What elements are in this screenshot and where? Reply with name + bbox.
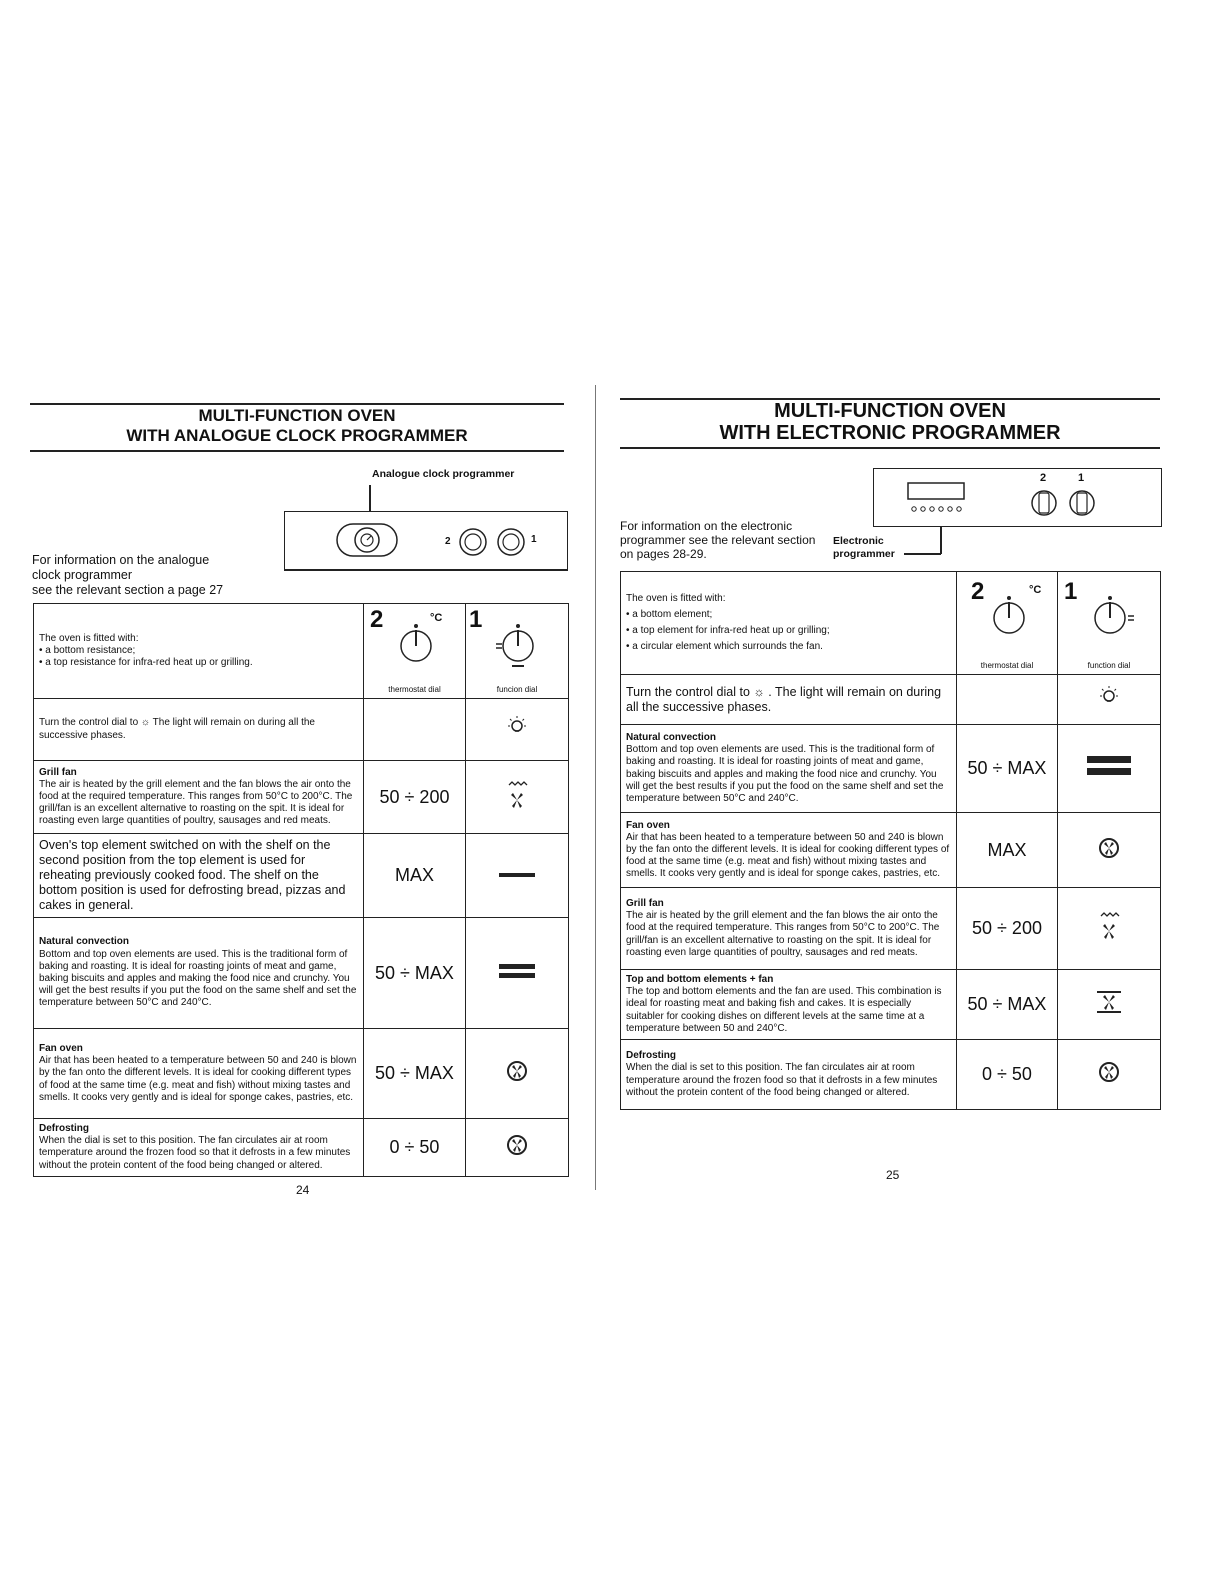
right-thermostat-number: 2 xyxy=(971,578,985,605)
row-text: Air that has been heated to a temperature between 50 and 240 is blown by the fan onto the different levels. It is ideal for cooking different types of food at the same time (e.g. meat and fish) without mixing tastes and smells. It cooks very gently and is ideal for sponge cakes, pastries, etc. xyxy=(626,831,950,880)
row-description xyxy=(621,888,957,970)
grill-fan-icon xyxy=(1096,911,1122,941)
row-text: Bottom and top oven elements are used. This is the traditional form of baking and roasting. It is ideal for roasting joints of meat and game, baking biscuits and apples and making the food nice and crunchy. You will get the best results if you put the food on the same shelf and set the temperature between 50°C and 240°C. xyxy=(626,744,944,804)
right-fitted-with xyxy=(621,572,957,675)
programmer-pointer-line xyxy=(940,527,942,554)
left-function-table xyxy=(33,603,569,1177)
left-thermostat-unit: °C xyxy=(430,612,443,624)
right-info-line-3: on pages 28-29. xyxy=(620,546,707,561)
knob-1-label: 1 xyxy=(1078,472,1085,484)
left-fitted-intro: The oven is fitted with: xyxy=(39,632,139,644)
left-info-line-3: see the relevant section a page 27 xyxy=(32,582,224,597)
left-thermostat-number: 2 xyxy=(370,606,384,633)
electronic-panel-drawing xyxy=(874,469,1161,526)
row-text: When the dial is set to this position. The fan circulates air at room temperature around the frozen food so that it defrosts in a few minutes without the protein content of the food being changed or altered. xyxy=(39,1135,351,1171)
knob-2-label: 2 xyxy=(445,536,451,547)
row-value: 50 ÷ 200 xyxy=(364,761,466,834)
light-icon xyxy=(504,714,530,740)
row-text: The air is heated by the grill element and the fan blows the air onto the food at the required temperature. This ranges from 50°C to 200°C. The grill/fan is an excellent alternative to roasting on the spit. It is ideal for roasting even large quantities of poultry, sausages and red meats. xyxy=(39,778,353,827)
row-value: 50 ÷ MAX xyxy=(957,725,1058,813)
right-row-defrosting xyxy=(621,1040,1161,1110)
left-fitted-bullet-1: • a bottom resistance; xyxy=(39,644,136,656)
top-element-icon xyxy=(497,870,537,880)
programmer-buttons[interactable] xyxy=(912,507,961,511)
grill-fan-icon xyxy=(504,780,530,810)
row-description xyxy=(621,725,957,813)
electronic-programmer-label xyxy=(833,535,895,560)
row-title: Top and bottom elements + fan xyxy=(626,974,774,986)
left-title-bottom-rule xyxy=(30,450,564,452)
fan-icon xyxy=(506,1060,528,1082)
left-function-number: 1 xyxy=(469,606,483,633)
knob-2-label: 2 xyxy=(1040,472,1047,484)
row-symbol xyxy=(1058,813,1161,888)
right-fitted-bullet-1: • a bottom element; xyxy=(626,608,713,620)
knob-2[interactable] xyxy=(1032,491,1056,515)
right-row-light xyxy=(621,675,1161,725)
row-symbol xyxy=(466,699,569,761)
row-title: Defrosting xyxy=(626,1050,676,1062)
left-fitted-bullet-2: • a top resistance for infra-red heat up or grilling. xyxy=(39,657,253,669)
row-symbol xyxy=(1058,675,1161,725)
left-info-line-2: clock programmer xyxy=(32,567,133,582)
left-title-top-rule xyxy=(30,403,564,405)
programmer-display xyxy=(908,483,964,499)
top-bottom-fan-icon xyxy=(1095,989,1123,1015)
row-value: 0 ÷ 50 xyxy=(957,1040,1058,1110)
right-page-number: 25 xyxy=(886,1168,900,1182)
fan-icon xyxy=(506,1134,528,1156)
knob-2[interactable] xyxy=(460,529,486,555)
row-symbol xyxy=(1058,1040,1161,1110)
right-title-line1: MULTI-FUNCTION OVEN xyxy=(774,400,1006,422)
row-text: When the dial is set to this position. The fan circulates air at room temperature around the frozen food so that it defrosts in a few minutes without the protein content of the food being changed or altered. xyxy=(626,1062,938,1098)
left-page-number: 24 xyxy=(296,1183,310,1197)
function-dial-icon xyxy=(1086,594,1134,642)
row-symbol xyxy=(1058,888,1161,970)
electronic-control-panel xyxy=(873,468,1162,527)
left-fitted-with xyxy=(34,604,364,699)
row-symbol xyxy=(466,1119,569,1177)
left-row-grill-fan xyxy=(34,761,569,834)
right-fitted-intro: The oven is fitted with: xyxy=(626,592,726,604)
row-symbol xyxy=(466,834,569,918)
row-value: MAX xyxy=(364,834,466,918)
natural-convection-icon xyxy=(497,962,537,980)
row-text: Turn the control dial to ☼ . The light will remain on during all the successive phases. xyxy=(626,684,942,714)
right-fitted-bullet-3: • a circular element which surrounds the fan. xyxy=(626,641,823,653)
row-value: MAX xyxy=(957,813,1058,888)
row-value: 0 ÷ 50 xyxy=(364,1119,466,1177)
row-symbol xyxy=(466,761,569,834)
right-function-dial-cell xyxy=(1058,572,1161,675)
row-description xyxy=(34,699,364,761)
right-info-line-1: For information on the electronic xyxy=(620,519,793,533)
programmer-pointer-tick xyxy=(904,553,941,555)
row-text: Air that has been heated to a temperature between 50 and 240 is blown by the fan onto the different levels. It is ideal for cooking different types of food at the same time (e.g. meat and fish) without mixing tastes and smells. It cooks very gently and is ideal for sponge cakes, pastries, etc. xyxy=(39,1055,357,1103)
right-title-line2: WITH ELECTRONIC PROGRAMMER xyxy=(719,422,1061,444)
row-symbol xyxy=(1058,970,1161,1040)
electronic-label-line-1: Electronic xyxy=(833,535,884,547)
row-title: Grill fan xyxy=(626,898,664,910)
right-info-line-2: programmer see the relevant section xyxy=(620,532,816,547)
programmer-pointer-line xyxy=(369,485,371,511)
right-info-text xyxy=(620,520,815,561)
row-text: The top and bottom elements and the fan are used. This combination is ideal for roasting meat and baking fish and cakes. It is especially suitabler for cooking dishes on different levels at the same time at a temperature between 50 and 240°C. xyxy=(626,986,942,1034)
row-title: Fan oven xyxy=(39,1043,83,1055)
row-value: 50 ÷ MAX xyxy=(957,970,1058,1040)
right-thermostat-dial-cell xyxy=(957,572,1058,675)
row-title: Fan oven xyxy=(626,819,670,831)
analogue-control-panel xyxy=(284,511,568,570)
right-function-number: 1 xyxy=(1064,578,1078,605)
row-value: 50 ÷ MAX xyxy=(364,918,466,1029)
analogue-clock-knob[interactable] xyxy=(337,524,397,556)
left-info-text xyxy=(32,553,223,597)
analogue-panel-drawing xyxy=(285,512,567,569)
fan-icon xyxy=(1098,1061,1120,1083)
left-row-light xyxy=(34,699,569,761)
panel-base-line xyxy=(284,570,568,571)
electronic-label-line-2: programmer xyxy=(833,547,895,560)
right-header-row xyxy=(621,572,1161,675)
row-description xyxy=(34,918,364,1029)
left-row-top-element xyxy=(34,834,569,918)
page-fold-line xyxy=(595,385,596,1190)
left-thermostat-dial-cell xyxy=(364,604,466,699)
row-symbol xyxy=(466,1029,569,1119)
right-row-natural-convection xyxy=(621,725,1161,813)
row-text: Bottom and top oven elements are used. This is the traditional form of baking and roasting. It is ideal for roasting joints of meat and game, baking biscuits and apples and making the food nice and crunchy. You will get the best results if you put the food on the same shelf and set the temperature between 50°C and 240°C. xyxy=(39,948,357,1009)
row-description xyxy=(621,970,957,1040)
row-text: The air is heated by the grill element and the fan blows the air onto the food at the required temperature. This ranges from 50°C to 200°C. The grill/fan is an excellent alternative to roasting on the spit. It is ideal for roasting even large quantities of poultry, sausages and red meats. xyxy=(626,910,940,958)
row-description xyxy=(34,1119,364,1177)
natural-convection-icon xyxy=(1085,754,1133,778)
function-dial-icon xyxy=(494,622,542,670)
row-description xyxy=(34,761,364,834)
fan-icon xyxy=(1098,837,1120,859)
left-info-line-1: For information on the analogue xyxy=(32,553,210,567)
row-title: Defrosting xyxy=(39,1123,89,1134)
right-fitted-bullet-2: • a top element for infra-red heat up or grilling; xyxy=(626,625,830,636)
left-title-line1: MULTI-FUNCTION OVEN xyxy=(198,406,396,425)
row-description xyxy=(621,675,957,725)
right-function-table xyxy=(620,571,1161,1110)
right-thermostat-unit: °C xyxy=(1029,584,1042,596)
left-row-fan-oven xyxy=(34,1029,569,1119)
row-description xyxy=(621,813,957,888)
knob-1[interactable] xyxy=(1070,491,1094,515)
row-text: Turn the control dial to ☼ The light will remain on during all the successive phases. xyxy=(39,717,315,741)
row-title: Natural convection xyxy=(39,936,130,948)
row-description xyxy=(621,1040,957,1110)
row-description xyxy=(34,834,364,918)
knob-1[interactable] xyxy=(498,529,524,555)
function-dial-label: funcion dial xyxy=(496,685,538,694)
row-text: Oven's top element switched on with the shelf on the second position from the top element is used for reheating previously cooked food. The shelf on the bottom position is used for defrosting bread, pizzas and cakes in general. xyxy=(39,838,346,912)
row-symbol xyxy=(466,918,569,1029)
right-row-fan-oven xyxy=(621,813,1161,888)
row-value xyxy=(957,675,1058,725)
row-symbol xyxy=(1058,725,1161,813)
right-row-top-bottom-fan xyxy=(621,970,1161,1040)
row-value: 50 ÷ MAX xyxy=(364,1029,466,1119)
thermostat-dial-label: thermostat dial xyxy=(980,661,1034,670)
left-row-defrosting xyxy=(34,1119,569,1177)
light-icon xyxy=(1096,684,1122,710)
analogue-programmer-label: Analogue clock programmer xyxy=(372,468,515,480)
left-function-dial-cell xyxy=(466,604,569,699)
left-row-natural-convection xyxy=(34,918,569,1029)
row-value xyxy=(364,699,466,761)
thermostat-dial-label: thermostat dial xyxy=(388,685,441,694)
row-description xyxy=(34,1029,364,1119)
left-header-row xyxy=(34,604,569,699)
row-title: Natural convection xyxy=(626,731,717,743)
thermostat-dial-icon xyxy=(394,622,438,666)
thermostat-dial-icon xyxy=(987,594,1031,638)
row-title: Grill fan xyxy=(39,766,77,778)
function-dial-label: function dial xyxy=(1087,661,1131,670)
row-value: 50 ÷ 200 xyxy=(957,888,1058,970)
left-title-line2: WITH ANALOGUE CLOCK PROGRAMMER xyxy=(126,426,468,445)
right-title-bottom-rule xyxy=(620,447,1160,449)
right-row-grill-fan xyxy=(621,888,1161,970)
knob-1-label: 1 xyxy=(531,534,537,545)
